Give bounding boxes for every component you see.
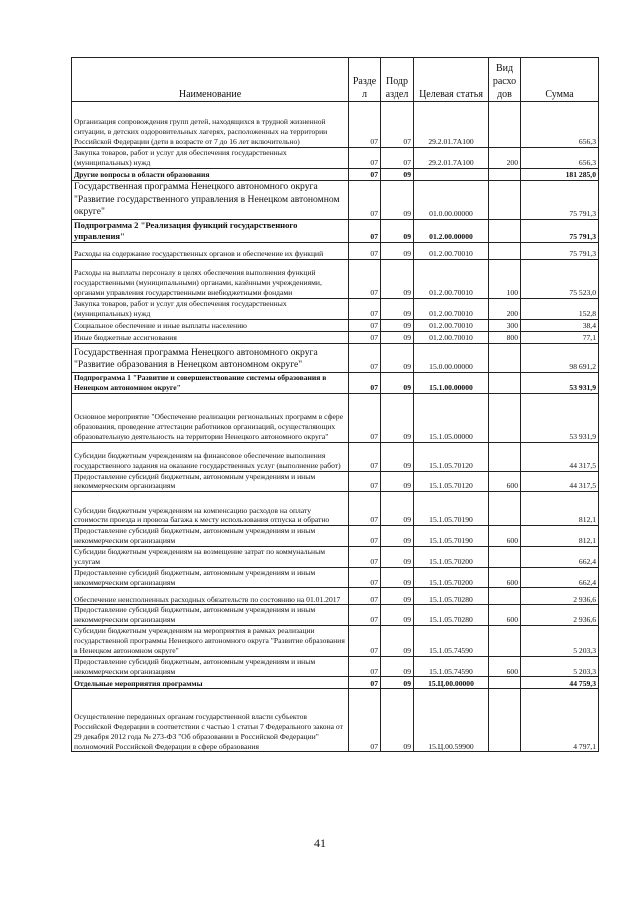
table-row [72,243,599,260]
cell-sum: 812,1 [521,526,599,547]
table-row [72,260,599,299]
cell-name: Подпрограмма 2 "Реализация функций государственного управления" [72,219,349,242]
cell-type [489,677,521,689]
cell-subsection: 09 [381,492,414,526]
cell-type [489,180,521,219]
cell-name: Предоставление субсидий бюджетным, автономным учреждениям и иным некоммерческим организациям [72,567,349,588]
cell-target: 15.1.05.70120 [414,442,489,471]
cell-section: 07 [349,260,381,299]
cell-target: 15.1.05.70190 [414,492,489,526]
cell-subsection: 09 [381,689,414,752]
cell-sum: 662,4 [521,546,599,567]
cell-type: 600 [489,656,521,677]
cell-section: 07 [349,546,381,567]
cell-section: 07 [349,168,381,180]
cell-type: 800 [489,331,521,343]
cell-name: Субсидии бюджетным учреждениям на возмещение затрат по коммунальным услугам [72,546,349,567]
cell-target: 01.2.00.70010 [414,319,489,331]
cell-name: Осуществление переданных органам государственной власти субъектов Российской Федерации в соответствии с частью 1 статьи 7 Федерального закона от 29 декабря 2012 года № 273-ФЗ "Об образовании в Российской Федерации" полномочий Российской Федерации в сфере образования [72,689,349,752]
cell-sum: 77,1 [521,331,599,343]
cell-target: 15.1.05.70280 [414,588,489,605]
table-row [72,102,599,148]
cell-section: 07 [349,180,381,219]
cell-subsection: 09 [381,180,414,219]
cell-type [489,168,521,180]
cell-subsection: 09 [381,442,414,471]
cell-subsection: 09 [381,372,414,393]
cell-sum: 4 797,1 [521,689,599,752]
cell-target: 01.2.00.00000 [414,219,489,242]
cell-type: 100 [489,260,521,299]
cell-type: 300 [489,319,521,331]
cell-name: Субсидии бюджетным учреждениям на компенсацию расходов на оплату стоимости проезда и провоза багажа к месту использования отпуска и обратно [72,492,349,526]
table-row [72,148,599,169]
cell-sum: 662,4 [521,567,599,588]
cell-section: 07 [349,492,381,526]
table-row [72,588,599,605]
budget-table [71,57,599,752]
cell-type: 600 [489,471,521,492]
cell-section: 07 [349,471,381,492]
cell-sum: 53 931,9 [521,393,599,442]
cell-type [489,102,521,148]
cell-target: 15.Ц.00.00000 [414,677,489,689]
header-sum: Сумма [521,58,599,102]
header-section: Разде л [349,58,381,102]
header-type: Вид расхо дов [489,58,521,102]
table-body [72,102,599,752]
table-row [72,677,599,689]
cell-sum: 656,3 [521,102,599,148]
cell-type [489,393,521,442]
cell-sum: 75 791,3 [521,180,599,219]
cell-target: 29.2.01.7А100 [414,102,489,148]
cell-subsection: 09 [381,605,414,626]
table-row [72,605,599,626]
header-name: Наименование [72,58,349,102]
cell-target: 15.1.05.00000 [414,393,489,442]
cell-section: 07 [349,442,381,471]
table-row [72,331,599,343]
cell-target: 29.2.01.7А100 [414,148,489,169]
table-row [72,689,599,752]
cell-name: Другие вопросы в области образования [72,168,349,180]
cell-type: 200 [489,148,521,169]
cell-subsection: 09 [381,656,414,677]
header-target: Целевая статья [414,58,489,102]
table-row [72,546,599,567]
cell-type [489,219,521,242]
cell-subsection: 09 [381,260,414,299]
cell-section: 07 [349,372,381,393]
cell-target: 15.1.05.70280 [414,605,489,626]
cell-name: Предоставление субсидий бюджетным, автономным учреждениям и иным некоммерческим организациям [72,605,349,626]
cell-subsection: 09 [381,526,414,547]
cell-section: 07 [349,677,381,689]
table-row [72,656,599,677]
table-row [72,526,599,547]
cell-name: Подпрограмма 1 "Развитие и совершенствование системы образования в Ненецком автономном округе" [72,372,349,393]
cell-section: 07 [349,588,381,605]
table-row [72,626,599,657]
cell-type: 600 [489,567,521,588]
cell-type: 600 [489,526,521,547]
cell-sum: 53 931,9 [521,372,599,393]
table-row [72,168,599,180]
table-row [72,299,599,320]
cell-subsection: 09 [381,331,414,343]
cell-name: Расходы на содержание государственных органов и обеспечение их функций [72,243,349,260]
cell-name: Расходы на выплаты персоналу в целях обеспечения выполнения функций государственными (муниципальными) органами, казёнными учреждениями, органами управления государственными внебюджетными фондами [72,260,349,299]
cell-section: 07 [349,656,381,677]
table-row [72,492,599,526]
table-row [72,343,599,372]
cell-type [489,492,521,526]
cell-subsection: 09 [381,588,414,605]
cell-subsection: 09 [381,393,414,442]
cell-name: Иные бюджетные ассигнования [72,331,349,343]
cell-target: 15.1.00.00000 [414,372,489,393]
cell-name: Предоставление субсидий бюджетным, автономным учреждениям и иным некоммерческим организациям [72,471,349,492]
cell-type [489,343,521,372]
table-row [72,393,599,442]
cell-name: Обеспечение неисполненных расходных обязательств по состоянию на 01.01.2017 [72,588,349,605]
cell-sum: 44 317,5 [521,442,599,471]
cell-sum: 44 317,5 [521,471,599,492]
cell-section: 07 [349,331,381,343]
cell-sum: 812,1 [521,492,599,526]
table-row [72,567,599,588]
table-header-row [72,58,599,102]
cell-subsection: 09 [381,243,414,260]
cell-type [489,689,521,752]
cell-target: 15.1.05.70200 [414,567,489,588]
cell-sum: 75 791,3 [521,243,599,260]
cell-subsection: 09 [381,567,414,588]
header-subsection: Подр аздел [381,58,414,102]
cell-section: 07 [349,689,381,752]
cell-subsection: 09 [381,319,414,331]
cell-name: Отдельные мероприятия программы [72,677,349,689]
cell-section: 07 [349,393,381,442]
cell-sum: 2 936,6 [521,605,599,626]
cell-sum: 5 203,3 [521,656,599,677]
cell-target: 15.1.05.74590 [414,656,489,677]
cell-type [489,626,521,657]
cell-section: 07 [349,626,381,657]
cell-target: 01.2.00.70010 [414,331,489,343]
cell-section: 07 [349,102,381,148]
cell-section: 07 [349,526,381,547]
cell-section: 07 [349,148,381,169]
cell-section: 07 [349,567,381,588]
table-row [72,319,599,331]
cell-target: 15.1.05.70200 [414,546,489,567]
cell-subsection: 09 [381,343,414,372]
cell-subsection: 07 [381,148,414,169]
cell-target: 01.2.00.70010 [414,243,489,260]
cell-section: 07 [349,243,381,260]
cell-target: 15.Ц.00.59900 [414,689,489,752]
cell-subsection: 09 [381,168,414,180]
table-row [72,442,599,471]
cell-section: 07 [349,319,381,331]
cell-sum: 2 936,6 [521,588,599,605]
cell-target: 15.1.05.74590 [414,626,489,657]
cell-name: Предоставление субсидий бюджетным, автономным учреждениям и иным некоммерческим организациям [72,656,349,677]
cell-type [489,243,521,260]
cell-sum: 44 759,3 [521,677,599,689]
cell-sum: 38,4 [521,319,599,331]
cell-section: 07 [349,219,381,242]
cell-subsection: 09 [381,219,414,242]
cell-name: Государственная программа Ненецкого автономного округа "Развитие государственного управления в Ненецком автономном округе" [72,180,349,219]
cell-name: Субсидии бюджетным учреждениям на мероприятия в рамках реализации государственной программы Ненецкого автономного округа "Развитие образования в Ненецком автономном округе" [72,626,349,657]
cell-name: Предоставление субсидий бюджетным, автономным учреждениям и иным некоммерческим организациям [72,526,349,547]
cell-name: Основное мероприятие "Обеспечение реализации региональных программ в сфере образования, проведение аттестации работников организаций, осуществляющих образовательную деятельность на территории Ненецкого автономного округа" [72,393,349,442]
cell-subsection: 09 [381,546,414,567]
table-row [72,180,599,219]
cell-sum: 5 203,3 [521,626,599,657]
cell-name: Закупка товаров, работ и услуг для обеспечения государственных (муниципальных) нужд [72,299,349,320]
cell-section: 07 [349,343,381,372]
cell-sum: 75 791,3 [521,219,599,242]
cell-subsection: 09 [381,626,414,657]
cell-type: 200 [489,299,521,320]
cell-target: 01.2.00.70010 [414,260,489,299]
cell-type [489,588,521,605]
cell-name: Организация сопровождения групп детей, находящихся в трудной жизненной ситуации, в детских оздоровительных лагерях, расположенных на территории Российской Федерации (дети в возрасте от 7 до 16 лет включительно) [72,102,349,148]
cell-sum: 152,8 [521,299,599,320]
cell-type [489,442,521,471]
cell-subsection: 09 [381,299,414,320]
cell-target [414,168,489,180]
cell-section: 07 [349,299,381,320]
cell-subsection: 07 [381,102,414,148]
table-row [72,372,599,393]
cell-target: 01.0.00.00000 [414,180,489,219]
cell-type [489,372,521,393]
cell-name: Социальное обеспечение и иные выплаты населению [72,319,349,331]
cell-sum: 656,3 [521,148,599,169]
cell-subsection: 09 [381,471,414,492]
cell-target: 01.2.00.70010 [414,299,489,320]
cell-name: Закупка товаров, работ и услуг для обеспечения государственных (муниципальных) нужд [72,148,349,169]
cell-target: 15.1.05.70120 [414,471,489,492]
cell-subsection: 09 [381,677,414,689]
cell-sum: 181 285,0 [521,168,599,180]
table-row [72,219,599,242]
cell-target: 15.0.00.00000 [414,343,489,372]
cell-sum: 98 691,2 [521,343,599,372]
cell-type [489,546,521,567]
cell-sum: 75 523,0 [521,260,599,299]
cell-name: Государственная программа Ненецкого автономного округа "Развитие образования в Ненецком автономном округе" [72,343,349,372]
cell-section: 07 [349,605,381,626]
page-number: 41 [314,836,326,850]
table-row [72,471,599,492]
cell-name: Субсидии бюджетным учреждениям на финансовое обеспечение выполнения государственного задания на оказание государственных услуг (выполнение работ) [72,442,349,471]
cell-target: 15.1.05.70190 [414,526,489,547]
cell-type: 600 [489,605,521,626]
